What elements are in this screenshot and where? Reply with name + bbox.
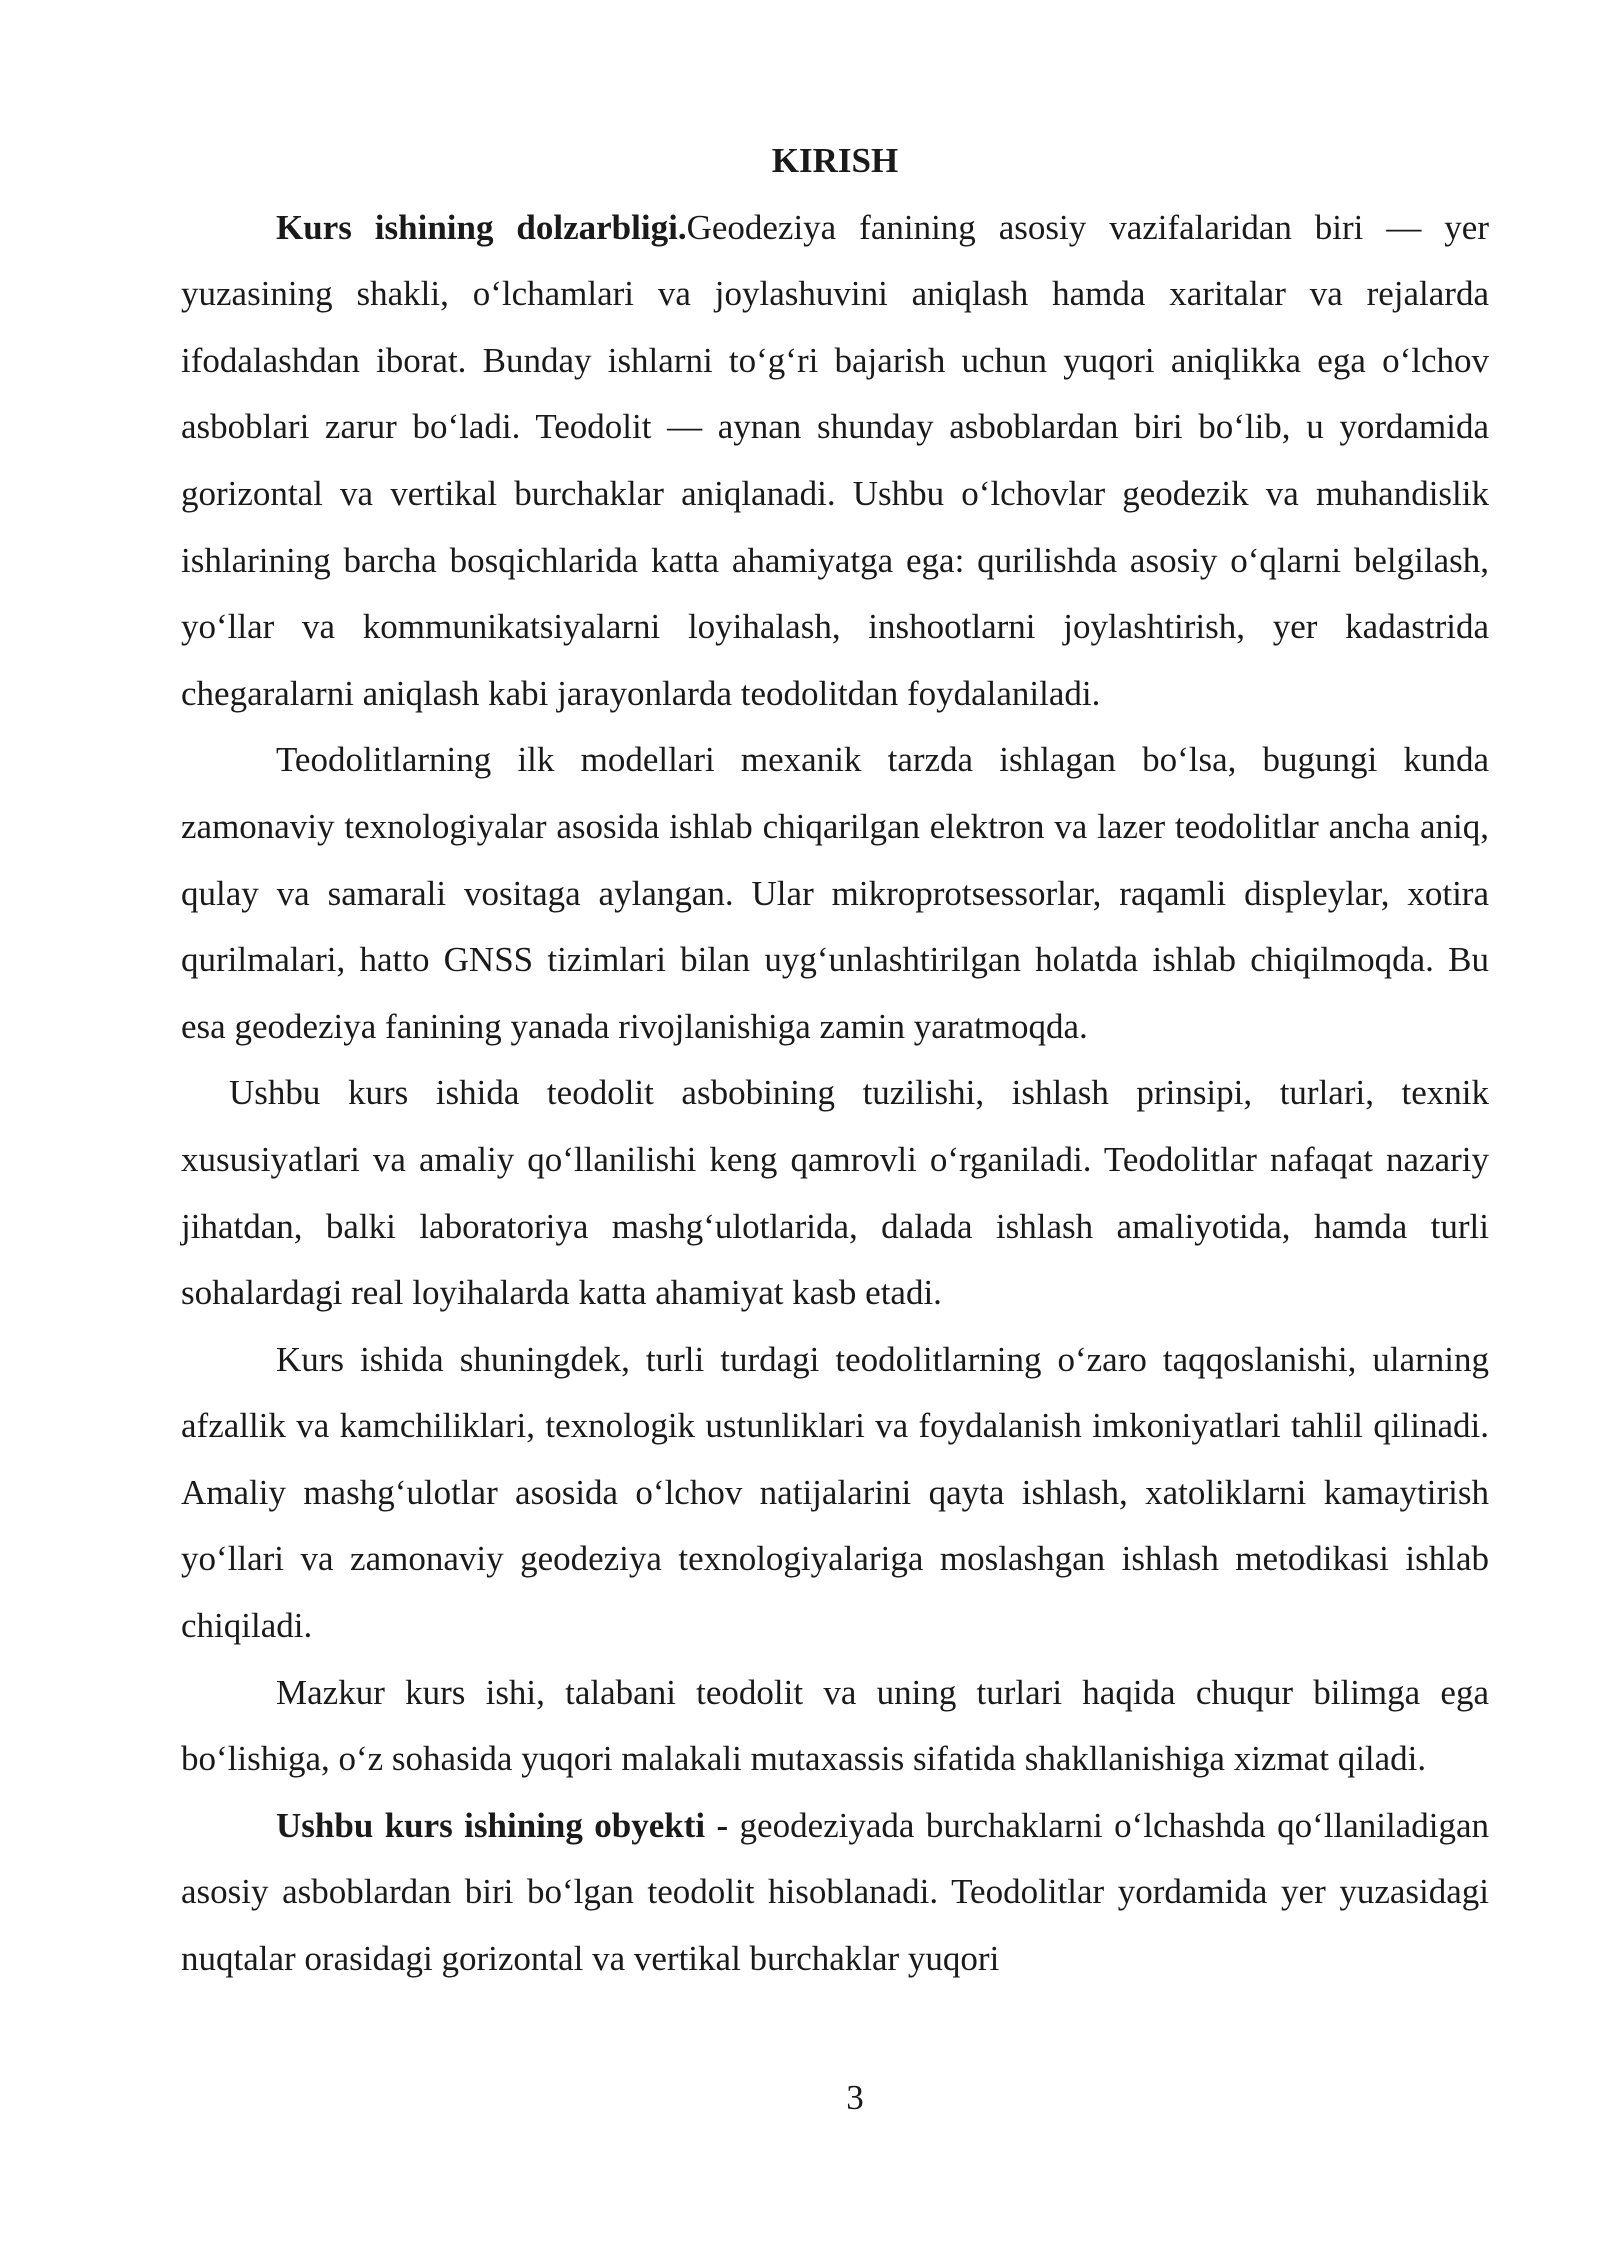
paragraph-relevance <box>181 195 1489 728</box>
paragraph-lead-object: Ushbu kurs ishining obyekti - <box>276 1805 729 1845</box>
paragraph-text-purpose: Mazkur kurs ishi, talabani teodolit va uning turlari haqida chuqur bilimga ega bo‘lishiga, o‘z sohasida yuqori malakali mutaxassis sifatida shakllanishiga xizmat qiladi. <box>181 1672 1489 1779</box>
paragraph-modern-theodolites <box>181 727 1489 1060</box>
paragraph-course-scope <box>181 1060 1489 1326</box>
page-number: 3 <box>846 2078 864 2117</box>
document-page <box>181 128 1489 1993</box>
paragraph-lead-relevance: Kurs ishining dolzarbligi. <box>276 207 687 247</box>
paragraph-text-object: geodeziyada burchaklarni o‘lchashda qo‘llaniladigan asosiy asboblardan biri bo‘lgan teodolit hisoblanadi. Teodolitlar yordamida yer yuzasidagi nuqtalar orasidagi gorizontal va vertikal burchaklar yuqori <box>181 1805 1489 1979</box>
paragraph-comparison <box>181 1327 1489 1660</box>
paragraph-text-comparison: Kurs ishida shuningdek, turli turdagi teodolitlarning o‘zaro taqqoslanishi, ularning afzallik va kamchiliklari, texnologik ustunliklari va foydalanish imkoniyatlari tahlil qilinadi. Amaliy mashg‘ulotlar asosida o‘lchov natijalarini qayta ishlash, xatoliklarni kamaytirish yo‘llari va zamonaviy geodeziya texnologiyalariga moslashgan ishlash metodikasi ishlab chiqiladi. <box>181 1339 1489 1646</box>
paragraph-text-course-scope: Ushbu kurs ishida teodolit asbobining tuzilishi, ishlash prinsipi, turlari, texnik xususiyatlari va amaliy qo‘llanilishi keng qamrovli o‘rganiladi. Teodolitlar nafaqat nazariy jihatdan, balki laboratoriya mashg‘ulotlarida, dalada ishlash amaliyotida, hamda turli sohalardagi real loyihalarda katta ahamiyat kasb etadi. <box>181 1073 1489 1313</box>
paragraph-text-modern-theodolites: Teodolitlarning ilk modellari mexanik tarzda ishlagan bo‘lsa, bugungi kunda zamonaviy texnologiyalar asosida ishlab chiqarilgan elektron va lazer teodolitlar ancha aniq, qulay va samarali vositaga aylangan. Ular mikroprotsessorlar, raqamli displeylar, xotira qurilmalari, hatto GNSS tizimlari bilan uyg‘unlashtirilgan holatda ishlab chiqilmoqda. Bu esa geodeziya fanining yanada rivojlanishiga zamin yaratmoqda. <box>181 740 1489 1046</box>
paragraph-purpose <box>181 1660 1489 1793</box>
page-title: KIRISH <box>771 141 899 180</box>
paragraph-object <box>181 1793 1489 1993</box>
paragraph-text-relevance: Geodeziya fanining asosiy vazifalaridan biri — yer yuzasining shakli, o‘lchamlari va joylashuvini aniqlash hamda xaritalar va rejalarda ifodalashdan iborat. Bunday ishlarni to‘g‘ri bajarish uchun yuqori aniqlikka ega o‘lchov asboblari zarur bo‘ladi. Teodolit — aynan shunday asboblardan biri bo‘lib, u yordamida gorizontal va vertikal burchaklar aniqlanadi. Ushbu o‘lchovlar geodezik va muhandislik ishlarining barcha bosqichlarida katta ahamiyatga ega: qurilishda asosiy o‘qlarni belgilash, yo‘llar va kommunikatsiyalarni loyihalash, inshootlarni joylashtirish, yer kadastrida chegaralarni aniqlash kabi jarayonlarda teodolitdan foydalaniladi. <box>181 207 1489 713</box>
